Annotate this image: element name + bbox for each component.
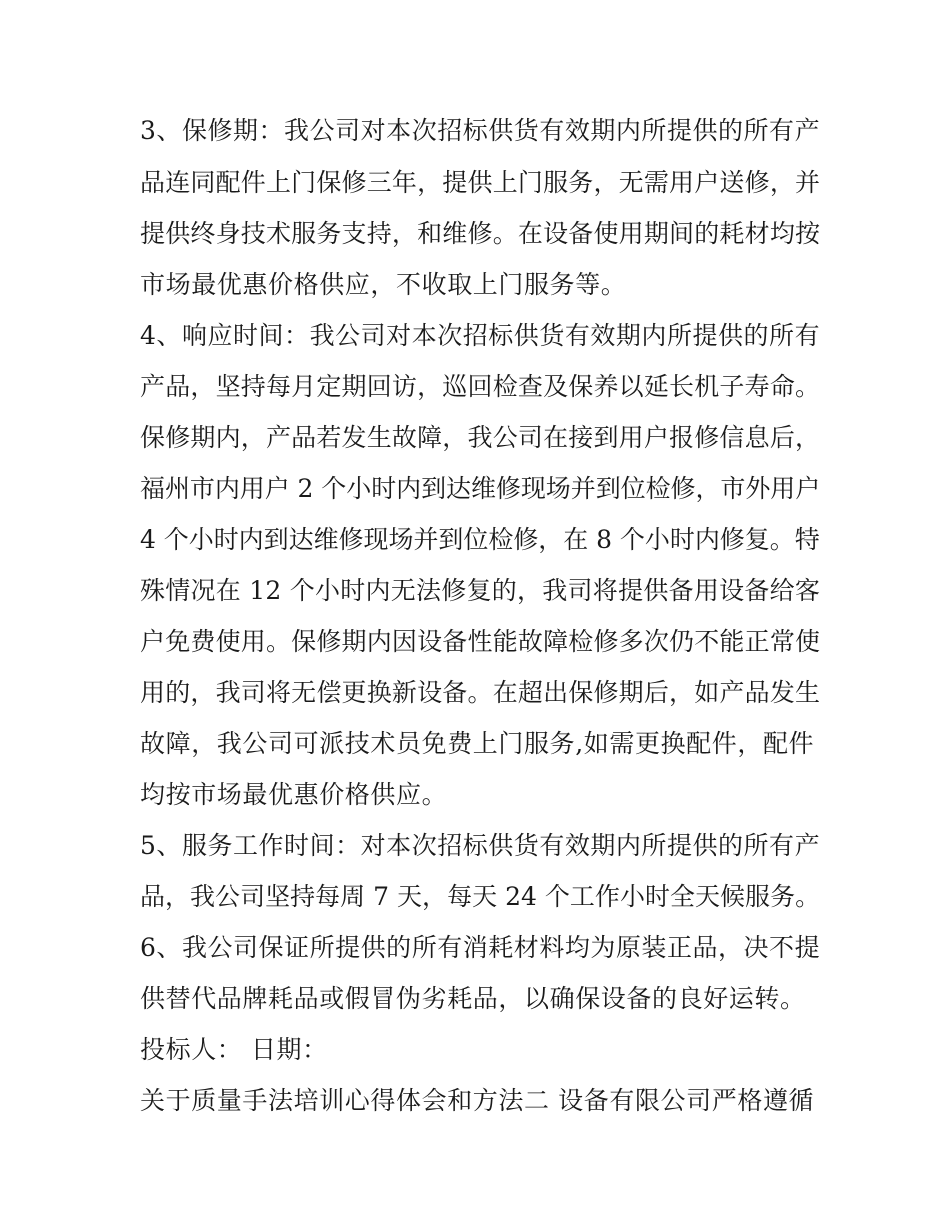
paragraph-line-12: 用的，我司将无偿更换新设备。在超出保修期后，如产品发生	[140, 678, 821, 707]
paragraph-line-10: 殊情况在 12 个小时内无法修复的，我司将提供备用设备给客	[140, 576, 821, 605]
signature-line: 投标人： 日期：	[140, 1035, 328, 1064]
paragraph-line-20: 关于质量手法培训心得体会和方法二 设备有限公司严格遵循	[140, 1086, 815, 1115]
paragraph-line-17: 6、我公司保证所提供的所有消耗材料均为原装正品，决不提	[140, 933, 821, 962]
paragraph-line-5: 4、响应时间：我公司对本次招标供货有效期内所提供的所有	[140, 321, 821, 350]
paragraph-line-18: 供替代品牌耗品或假冒伪劣耗品，以确保设备的良好运转。	[140, 984, 806, 1013]
paragraph-line-4: 市场最优惠价格供应，不收取上门服务等。	[140, 270, 627, 299]
paragraph-line-8: 福州市内用户 2 个小时内到达维修现场并到位检修，市外用户	[140, 474, 821, 503]
paragraph-line-16: 品，我公司坚持每周 7 天，每天 24 个工作小时全天候服务。	[140, 882, 821, 911]
paragraph-line-2: 品连同配件上门保修三年，提供上门服务，无需用户送修，并	[140, 168, 821, 197]
paragraph-line-7: 保修期内，产品若发生故障，我公司在接到用户报修信息后，	[140, 423, 821, 452]
paragraph-line-6: 产品，坚持每月定期回访，巡回检查及保养以延长机子寿命。	[140, 372, 821, 401]
paragraph-line-15: 5、服务工作时间：对本次招标供货有效期内所提供的所有产	[140, 831, 821, 860]
paragraph-line-3: 提供终身技术服务支持，和维修。在设备使用期间的耗材均按	[140, 219, 821, 248]
paragraph-line-9: 4 个小时内到达维修现场并到位检修，在 8 个小时内修复。特	[140, 525, 820, 554]
paragraph-line-1: 3、保修期：我公司对本次招标供货有效期内所提供的所有产	[140, 116, 821, 145]
paragraph-line-11: 户免费使用。保修期内因设备性能故障检修多次仍不能正常使	[140, 627, 821, 656]
paragraph-line-14: 均按市场最优惠价格供应。	[140, 780, 448, 809]
paragraph-line-13: 故障，我公司可派技术员免费上门服务,如需更换配件，配件	[140, 729, 815, 758]
